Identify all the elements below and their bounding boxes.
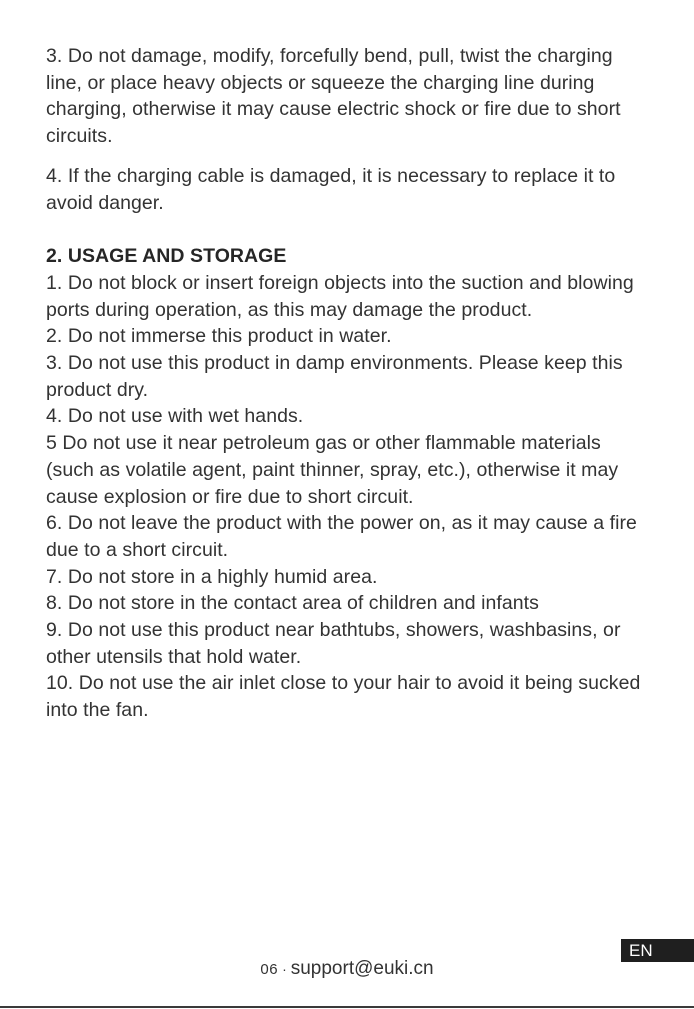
support-email: support@euki.cn [290,958,434,979]
usage-item-10: 10. Do not use the air inlet close to your hair to avoid it being sucked into the fan. [46,672,641,722]
safety-item-3: 3. Do not damage, modify, forcefully bend, pull, twist the charging line, or place heavy objects or squeeze the charging line during charging, otherwise it may cause electric shock or fire due to short circuits. [46,45,621,148]
usage-item-5: 5 Do not use it near petroleum gas or other flammable materials (such as volatile agent, paint thinner, spray, etc.), otherwise it may cause explosion or fire due to short circuit. [46,432,619,508]
safety-item-4: 4. If the charging cable is damaged, it is necessary to replace it to avoid danger. [46,164,616,214]
spacer [46,216,646,243]
language-badge: EN [621,939,694,962]
page-footer [0,958,694,980]
usage-item-4: 4. Do not use with wet hands. [46,405,304,428]
spacer [46,150,646,163]
usage-item-3: 3. Do not use this product in damp environments. Please keep this product dry. [46,352,623,401]
bottom-rule [0,1006,694,1008]
page-number: 06 [260,961,279,978]
section-heading: 2. USAGE AND STORAGE [46,245,287,268]
usage-item-6: 6. Do not leave the product with the power on, as it may cause a fire due to a short circuit. [46,512,637,561]
usage-item-2: 2. Do not immerse this product in water. [46,325,392,348]
manual-body [46,43,646,724]
usage-item-8: 8. Do not store in the contact area of children and infants [46,592,539,615]
usage-item-1: 1. Do not block or insert foreign objects into the suction and blowing ports during operation, as this may damage the product. [46,271,634,321]
usage-item-7: 7. Do not store in a highly humid area. [46,565,378,588]
usage-item-9: 9. Do not use this product near bathtubs, showers, washbasins, or other utensils that hold water. [46,619,621,668]
footer-separator: · [282,961,287,977]
